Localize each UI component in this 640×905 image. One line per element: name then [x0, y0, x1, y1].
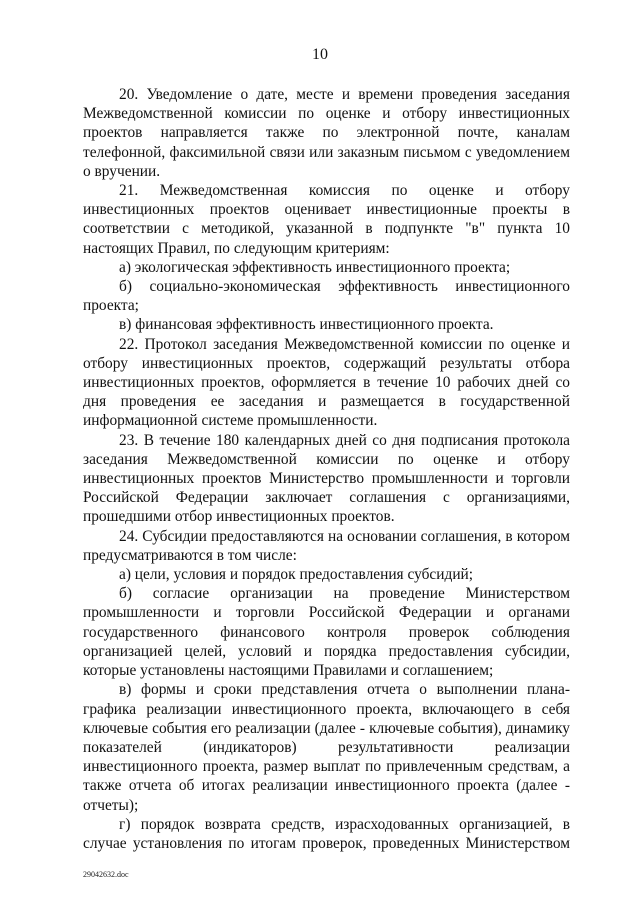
file-name-footer: 29042632.doc — [83, 870, 129, 879]
document-body — [83, 85, 570, 853]
paragraph-22: 22. Протокол заседания Межведомственной комиссии по оценке и отбору инвестиционных проектов, содержащий результаты отбора инвестиционных проектов, оформляется в течение 10 рабочих дней со дня проведения ее заседания и размещается в государственной информационной системе промышленности. — [83, 335, 570, 430]
clause-a: а) цели, условия и порядок предоставления субсидий; — [119, 566, 474, 584]
paragraph-24: 24. Субсидии предоставляются на основании соглашения, в котором предусматриваются в том числе: — [83, 527, 570, 564]
criterion-a: а) экологическая эффективность инвестиционного проекта; — [119, 258, 511, 276]
criterion-b: б) социально-экономическая эффективность инвестиционного проекта; — [83, 278, 570, 315]
clause-b: б) согласие организации на проведение Министерством промышленности и торговли Российской Федерации и органами государственного финансового контроля проверок соблюдения организацией целей, условий и порядка предоставления субсидии, которые установлены настоящими Правилами и соглашением; — [83, 585, 570, 680]
paragraph-23: 23. В течение 180 календарных дней со дня подписания протокола заседания Межведомственной комиссии по оценке и отбору инвестиционных проектов Министерство промышленности и торговли Российской Федерации заключает соглашения с организациями, прошедшими отбор инвестиционных проектов. — [83, 431, 570, 526]
criterion-v: в) финансовая эффективность инвестиционного проекта. — [119, 316, 494, 334]
paragraph-21: 21. Межведомственная комиссия по оценке и отбору инвестиционных проектов оценивает инвестиционные проекты в соответствии с методикой, указанной в подпункте "в" пункта 10 настоящих Правил, по следующим критериям: — [83, 182, 570, 257]
page-number: 10 — [312, 46, 328, 63]
paragraph-20: 20. Уведомление о дате, месте и времени проведения заседания Межведомственной комиссии по оценке и отбору инвестиционных проектов направляется также по электронной почте, каналам телефонной, факсимильной связи или заказным письмом с уведомлением о вручении. — [83, 86, 570, 180]
clause-v: в) формы и сроки представления отчета о выполнении плана-графика реализации инвестиционного проекта, включающего в себя ключевые события его реализации (далее - ключевые события), динамику показателей (индикаторов) результативности реализации инвестиционного проекта, размер выплат по привлеченным средствам, а также отчета об итогах реализации инвестиционного проекта (далее - отчеты); — [83, 681, 570, 814]
clause-g: г) порядок возврата средств, израсходованных организацией, в случае установления по итогам проверок, проведенных Министерством — [83, 815, 570, 852]
